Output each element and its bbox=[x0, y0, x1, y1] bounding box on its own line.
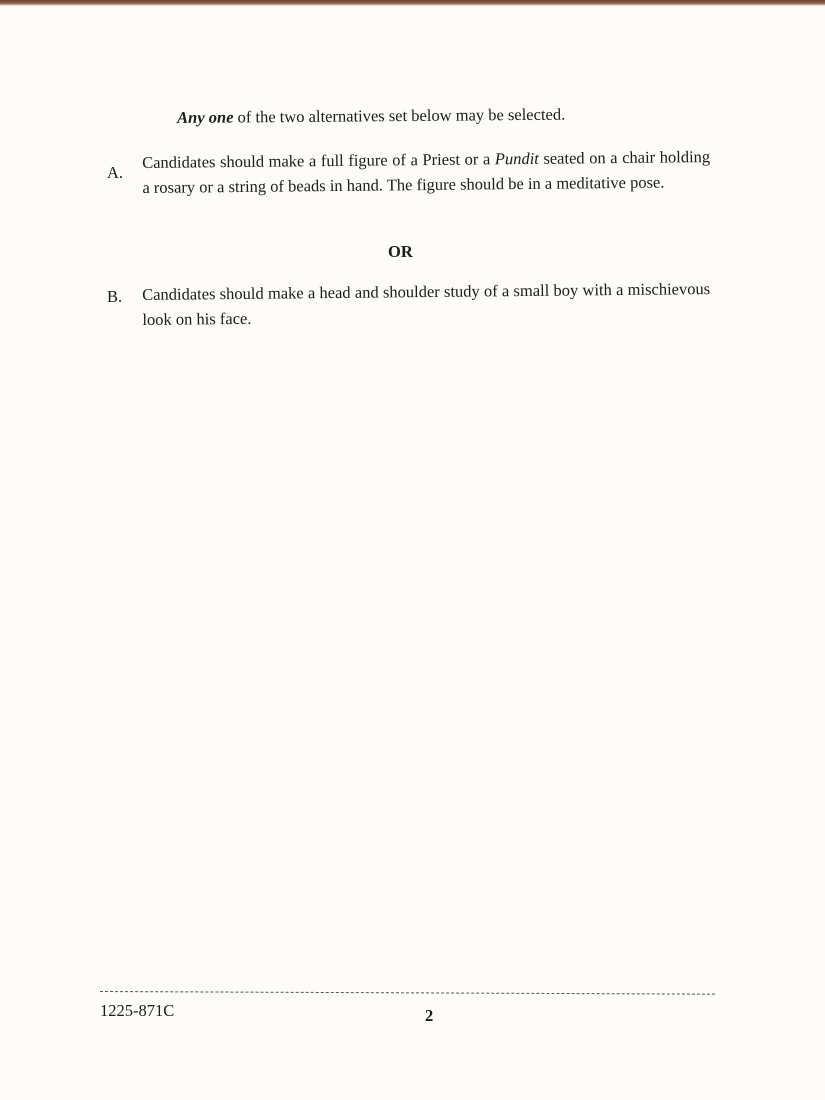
item-a-label: A. bbox=[107, 163, 124, 182]
item-a-italic-word: Pundit bbox=[494, 148, 539, 169]
instruction-text: of the two alternatives set below may be selected. bbox=[233, 104, 566, 127]
item-a-text bbox=[142, 144, 710, 200]
paper-top-edge bbox=[0, 0, 825, 6]
item-a-text-end: seated on a chair holding a rosary or a string of beads in hand. The figure should be in a meditative pose. bbox=[142, 147, 711, 197]
item-a-text-start: Candidates should make a full figure of a Priest or a bbox=[142, 149, 495, 172]
or-separator: OR bbox=[388, 242, 413, 261]
item-b-label: B. bbox=[107, 287, 123, 306]
instruction-line bbox=[177, 103, 565, 130]
instruction-emphasis: Any one bbox=[177, 107, 234, 127]
item-b-text: Candidates should make a head and shoulder study of a small boy with a mischievous look on his face. bbox=[142, 279, 711, 329]
footer-divider bbox=[100, 991, 715, 995]
paper-code: 1225-871C bbox=[100, 1001, 175, 1020]
page-number: 2 bbox=[425, 1006, 434, 1025]
